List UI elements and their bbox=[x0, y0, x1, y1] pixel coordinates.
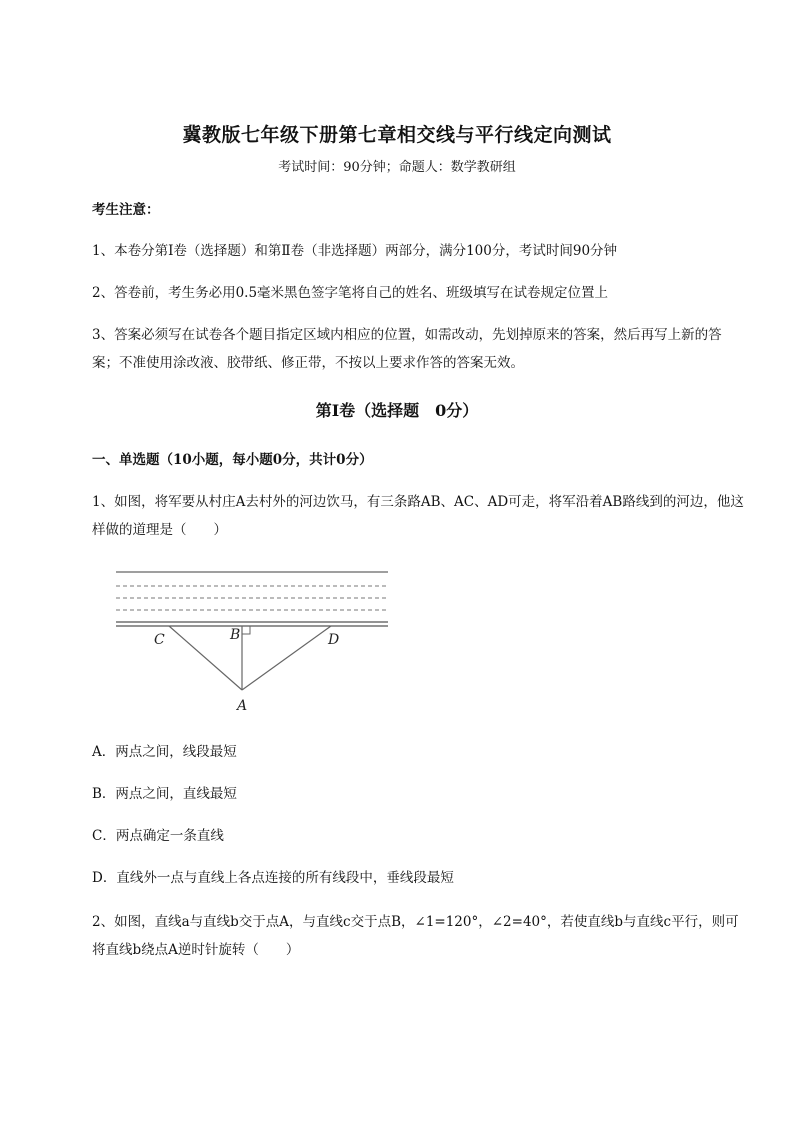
label-C: C bbox=[154, 632, 165, 648]
question-1-stem: 1、如图，将军要从村庄A去村外的河边饮马，有三条路AB、AC、AD可走，将军沿着AB路线到的河边，他这样做的道理是（ ） bbox=[92, 494, 744, 538]
question-1-option-a[interactable]: A．两点之间，线段最短 bbox=[92, 744, 237, 760]
question-1-figure bbox=[112, 568, 392, 718]
notice-heading: 考生注意： bbox=[92, 202, 160, 218]
part-heading: 一、单选题（10小题，每小题0分，共计0分） bbox=[92, 452, 373, 468]
question-1-option-d[interactable]: D．直线外一点与直线上各点连接的所有线段中，垂线段最短 bbox=[92, 870, 454, 886]
section-title: 第I卷（选择题 0分） bbox=[315, 401, 479, 420]
notice-item-3: 3、答案必须写在试卷各个题目指定区域内相应的位置，如需改动，先划掉原来的答案，然后再写上新的答案；不准使用涂改液、胶带纸、修正带，不按以上要求作答的答案无效。 bbox=[92, 327, 722, 371]
segment-AD bbox=[242, 626, 331, 690]
page-title: 冀教版七年级下册第七章相交线与平行线定向测试 bbox=[182, 124, 612, 146]
label-D: D bbox=[328, 632, 340, 648]
river-diagram bbox=[112, 568, 392, 718]
right-angle-mark bbox=[242, 626, 250, 634]
label-A: A bbox=[237, 698, 248, 714]
question-2-stem: 2、如图，直线a与直线b交于点A，与直线c交于点B，∠1=120°，∠2=40°，若使直线b与直线c平行，则可将直线b绕点A逆时针旋转（ ） bbox=[92, 914, 739, 958]
question-1-option-c[interactable]: C．两点确定一条直线 bbox=[92, 828, 224, 844]
label-B: B bbox=[230, 627, 241, 643]
notice-item-1: 1、本卷分第I卷（选择题）和第Ⅱ卷（非选择题）两部分，满分100分，考试时间90分钟 bbox=[92, 243, 618, 259]
question-1-option-b[interactable]: B．两点之间，直线最短 bbox=[92, 786, 237, 802]
notice-item-2: 2、答卷前，考生务必用0.5毫米黑色签字笔将自己的姓名、班级填写在试卷规定位置上 bbox=[92, 285, 609, 301]
page-subtitle: 考试时间：90分钟；命题人：数学教研组 bbox=[278, 160, 516, 175]
